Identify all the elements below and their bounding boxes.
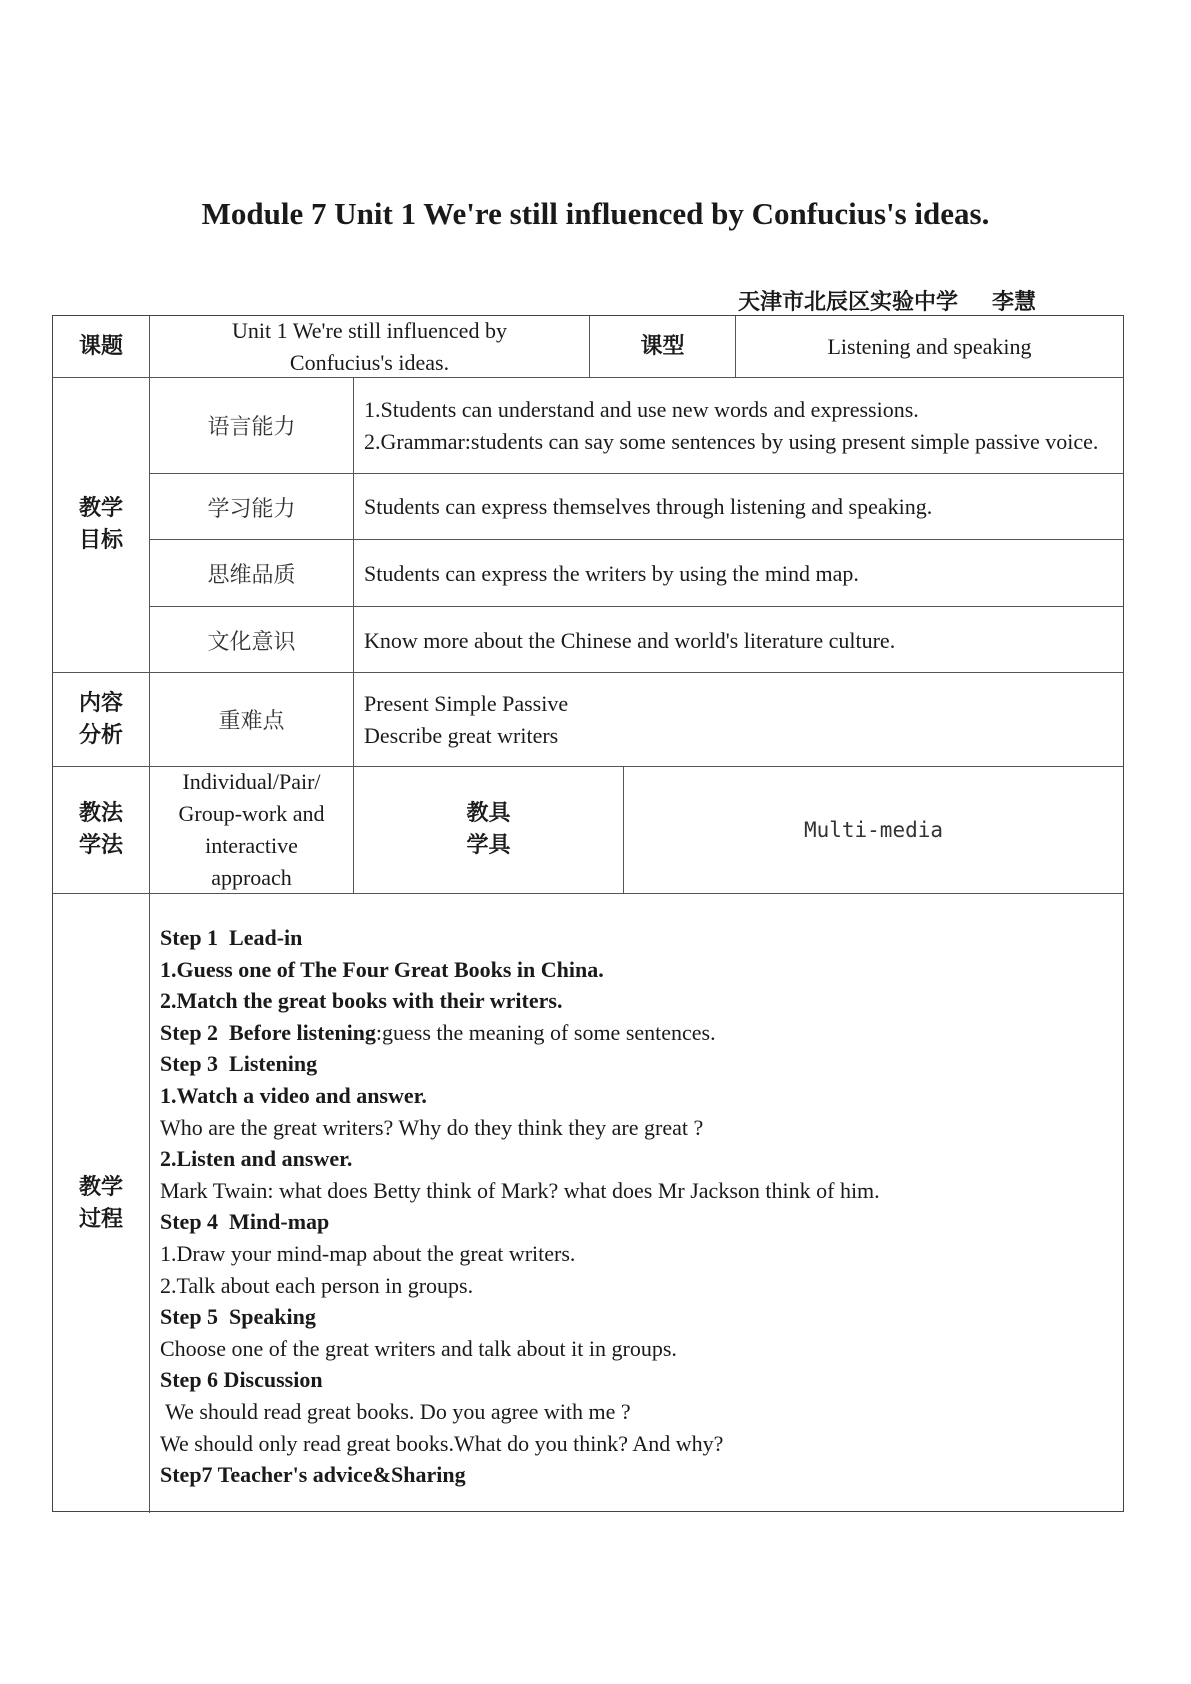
process-step-line <box>160 1080 880 1112</box>
tools-value: Multi-media <box>623 767 1123 893</box>
school-name: 天津市北辰区实验中学 <box>737 290 958 315</box>
process-step-line <box>160 922 880 954</box>
goals-label: 教学目标 <box>78 496 123 553</box>
content-points <box>353 673 1123 766</box>
method-value: Individual/Pair/ Group-work and interactive approach <box>149 767 353 893</box>
method-label: 教法学法 <box>78 801 123 858</box>
goal-name: 文化意识 <box>149 607 353 674</box>
step-heading: 1.Guess one of The Four Great Books in China. <box>160 956 604 982</box>
goal-desc: Know more about the Chinese and world's literature culture. <box>353 607 1123 674</box>
author-line <box>738 285 1036 316</box>
step-text: Who are the great writers? Why do they think they are great ? <box>160 1114 704 1140</box>
step-heading: Step 1 Lead-in <box>160 925 303 950</box>
step-text: :guess the meaning of some sentences. <box>375 1019 716 1045</box>
process-step-line <box>160 1238 880 1270</box>
step-text: We should read great books. Do you agree with me ? <box>160 1398 631 1424</box>
step-text: Mark Twain: what does Betty think of Mark? what does Mr Jackson think of him. <box>160 1177 880 1203</box>
goal-desc: Students can express the writers by using the mind map. <box>353 540 1123 607</box>
step-heading: Step7 Teacher's advice&Sharing <box>160 1462 466 1488</box>
goal-desc-line: 2.Grammar:students can say some sentences by using present simple passive voice. <box>364 428 1099 454</box>
process-row <box>53 893 1123 1513</box>
content-row <box>53 672 1123 766</box>
process-step-line <box>160 1017 880 1049</box>
type-value: Listening and speaking <box>735 316 1123 377</box>
process-step-line <box>160 1396 880 1428</box>
goal-desc <box>353 378 1123 473</box>
process-step-line <box>160 1428 880 1460</box>
process-label: 教学过程 <box>78 1174 123 1232</box>
content-point: Describe great writers <box>364 722 559 748</box>
goals-block <box>53 377 1123 672</box>
process-step-line <box>160 1301 880 1333</box>
goal-desc-line: 1.Students can understand and use new words and expressions. <box>364 396 919 422</box>
process-step-line <box>160 1206 880 1238</box>
process-step-line <box>160 1364 880 1396</box>
goal-thinking <box>149 539 1123 607</box>
step-text: 2.Talk about each person in groups. <box>160 1272 474 1298</box>
step-text: We should only read great books.What do you think? And why? <box>160 1430 724 1456</box>
type-label: 课型 <box>589 316 735 377</box>
step-text: 1.Draw your mind-map about the great writers. <box>160 1240 576 1266</box>
goal-name: 思维品质 <box>149 540 353 607</box>
process-step-line <box>160 1112 880 1144</box>
topic-value: Unit 1 We're still influenced by Confucius's ideas. <box>149 316 589 377</box>
content-point: Present Simple Passive <box>364 690 569 716</box>
lesson-plan-table <box>52 315 1124 1512</box>
process-steps <box>160 922 880 1491</box>
goal-language <box>149 378 1123 473</box>
topic-row <box>53 316 1123 377</box>
tools-label: 教具学具 <box>353 767 623 893</box>
process-step-line <box>160 1175 880 1207</box>
process-step-line <box>160 1333 880 1365</box>
process-step-line <box>160 1459 880 1491</box>
step-heading: 1.Watch a video and answer. <box>160 1082 427 1108</box>
process-step-line <box>160 985 880 1017</box>
step-heading: Step 5 Speaking <box>160 1304 316 1330</box>
step-heading: 2.Match the great books with their writers. <box>160 988 563 1014</box>
topic-label: 课题 <box>78 333 123 359</box>
step-heading: 2.Listen and answer. <box>160 1146 353 1172</box>
goal-learning <box>149 473 1123 540</box>
content-sub-label: 重难点 <box>149 673 353 766</box>
step-heading: Step 4 Mind-map <box>160 1209 330 1235</box>
step-text: Choose one of the great writers and talk about it in groups. <box>160 1335 677 1361</box>
step-heading: Step 6 Discussion <box>160 1367 323 1393</box>
process-step-line <box>160 1270 880 1302</box>
goal-name: 学习能力 <box>149 474 353 540</box>
goal-culture <box>149 606 1123 674</box>
process-steps-cell <box>149 894 1123 1513</box>
step-heading: Step 3 Listening <box>160 1051 318 1077</box>
process-step-line <box>160 1048 880 1080</box>
process-step-line <box>160 1143 880 1175</box>
step-heading: Step 2 Before listening <box>160 1019 376 1045</box>
teacher-name: 李慧 <box>991 290 1036 315</box>
goal-desc: Students can express themselves through listening and speaking. <box>353 474 1123 540</box>
content-label: 内容分析 <box>78 690 123 748</box>
document-title: Module 7 Unit 1 We're still influenced by Confucius's ideas. <box>201 196 990 231</box>
goal-name: 语言能力 <box>149 378 353 473</box>
process-step-line <box>160 954 880 986</box>
method-row <box>53 766 1123 893</box>
